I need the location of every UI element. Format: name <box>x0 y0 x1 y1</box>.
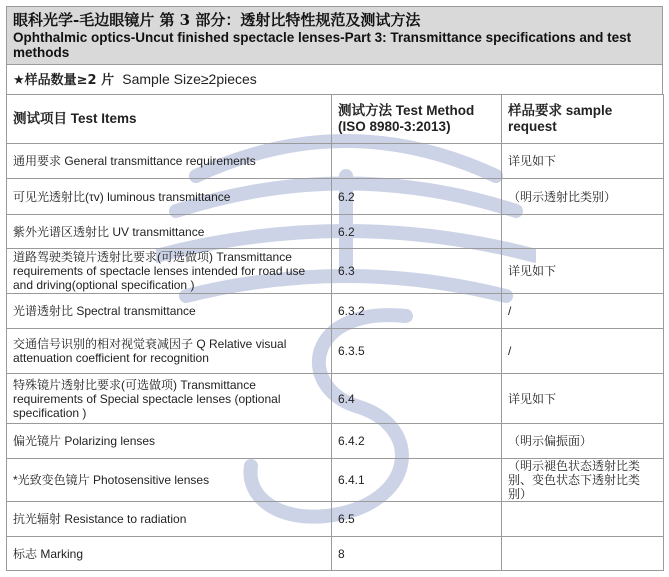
cell-request: （明示褪色状态透射比类别、变色状态下透射比类别） <box>502 459 664 502</box>
cell-method: 6.3.2 <box>332 294 502 329</box>
table-row <box>7 537 664 571</box>
cell-request: 详见如下 <box>502 374 664 424</box>
document-header <box>6 6 663 64</box>
cell-request <box>502 215 664 249</box>
cell-item: 道路驾驶类镜片透射比要求(可选做项) Transmittance requirements of spectacle lenses intended for road use and driving(optional specification ) <box>7 249 332 294</box>
cell-request: / <box>502 329 664 374</box>
title-chinese: 眼科光学-毛边眼镜片 第 3 部分：透射比特性规范及测试方法 <box>13 11 421 29</box>
cell-method <box>332 144 502 179</box>
cell-item: 可见光透射比(τv) luminous transmittance <box>7 179 332 215</box>
title-english: Ophthalmic optics-Uncut finished spectacle lenses-Part 3: Transmittance specifications and test methods <box>13 30 632 60</box>
cell-method: 6.2 <box>332 179 502 215</box>
table-row <box>7 424 664 459</box>
sample-size-label-cn: ★样品数量≥2 片 <box>13 73 115 88</box>
cell-method: 6.2 <box>332 215 502 249</box>
cell-method: 6.4 <box>332 374 502 424</box>
cell-method: 6.3 <box>332 249 502 294</box>
table-header-row <box>7 95 664 144</box>
cell-method: 6.4.2 <box>332 424 502 459</box>
test-items-table <box>6 94 664 571</box>
cell-item: 抗光辐射 Resistance to radiation <box>7 502 332 537</box>
table-row <box>7 502 664 537</box>
cell-item: 光谱透射比 Spectral transmittance <box>7 294 332 329</box>
cell-item: 紫外光谱区透射比 UV transmittance <box>7 215 332 249</box>
header-test-items: 测试项目 Test Items <box>7 95 332 144</box>
cell-item: 偏光镜片 Polarizing lenses <box>7 424 332 459</box>
cell-item: *光致变色镜片 Photosensitive lenses <box>7 459 332 502</box>
cell-method: 6.4.1 <box>332 459 502 502</box>
cell-request: （明示偏振面） <box>502 424 664 459</box>
sample-size-label-en: Sample Size≥2pieces <box>122 71 257 87</box>
cell-method: 8 <box>332 537 502 571</box>
cell-request: （明示透射比类别） <box>502 179 664 215</box>
document-page <box>6 6 663 571</box>
cell-request: 详见如下 <box>502 249 664 294</box>
header-test-method: 测试方法 Test Method (ISO 8980-3:2013) <box>332 95 502 144</box>
cell-item: 特殊镜片透射比要求(可选做项) Transmittance requirements of Special spectacle lenses (optional specification ) <box>7 374 332 424</box>
cell-method: 6.3.5 <box>332 329 502 374</box>
cell-request: / <box>502 294 664 329</box>
cell-method: 6.5 <box>332 502 502 537</box>
table-row <box>7 294 664 329</box>
cell-item: 通用要求 General transmittance requirements <box>7 144 332 179</box>
sample-size-row <box>6 64 663 94</box>
cell-item: 交通信号识别的相对视觉衰减因子 Q Relative visual attenuation coefficient for recognition <box>7 329 332 374</box>
table-row <box>7 144 664 179</box>
header-sample-request: 样品要求 sample request <box>502 95 664 144</box>
table-row <box>7 179 664 215</box>
cell-request: 详见如下 <box>502 144 664 179</box>
table-row <box>7 249 664 294</box>
table-row <box>7 329 664 374</box>
table-row <box>7 459 664 502</box>
cell-item: 标志 Marking <box>7 537 332 571</box>
cell-request <box>502 502 664 537</box>
table-row <box>7 374 664 424</box>
cell-request <box>502 537 664 571</box>
table-row <box>7 215 664 249</box>
